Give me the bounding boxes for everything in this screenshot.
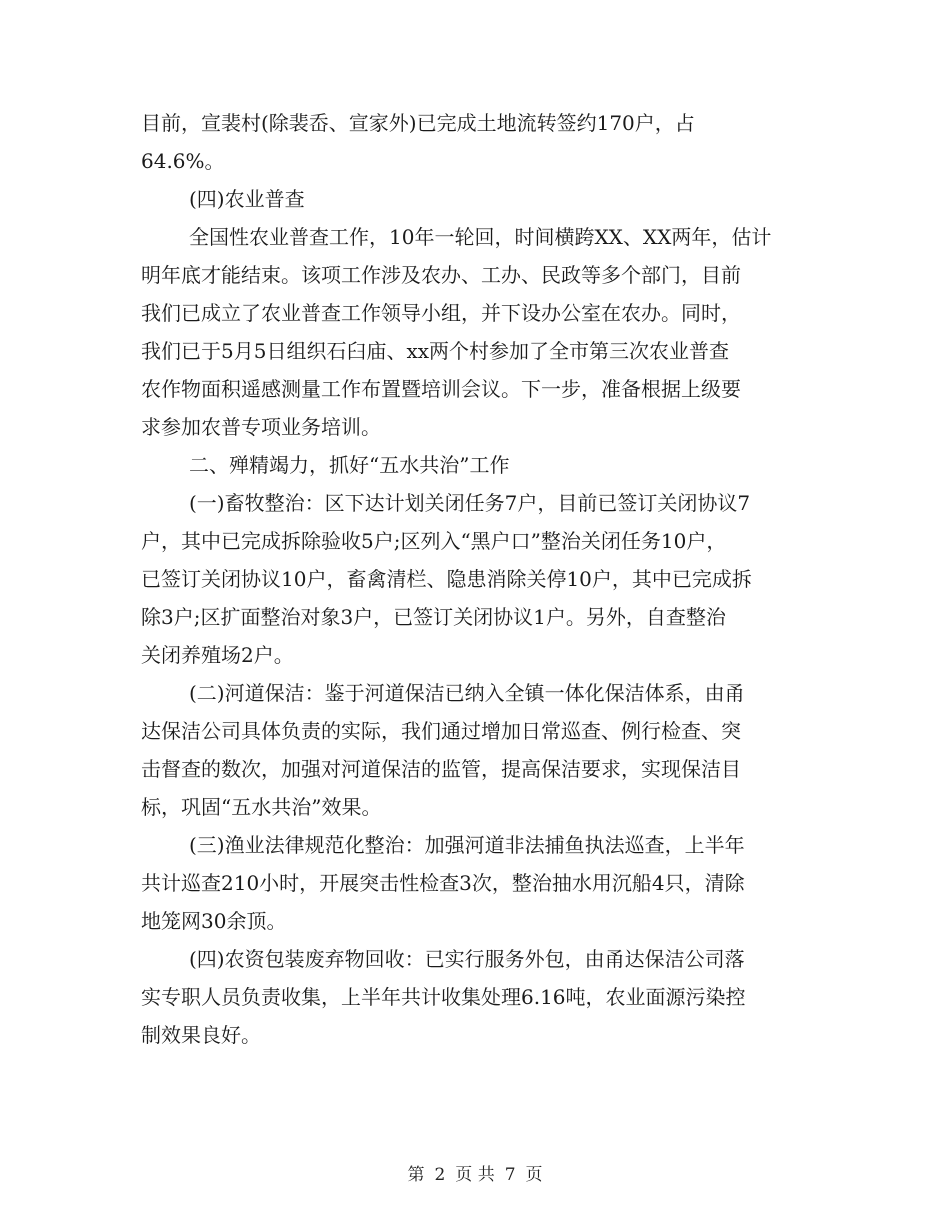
text-line: 农作物面积遥感测量工作布置暨培训会议。下一步，准备根据上级要 <box>141 377 741 401</box>
document-body <box>141 104 811 1054</box>
text-line: 我们已于5月5日组织石臼庙、xx两个村参加了全市第三次农业普查 <box>141 339 730 363</box>
text-line: 实专职人员负责收集，上半年共计收集处理6.16吨，农业面源污染控 <box>141 985 746 1009</box>
text-line: 我们已成立了农业普查工作领导小组，并下设办公室在农办。同时， <box>141 301 741 325</box>
text-line: 达保洁公司具体负责的实际，我们通过增加日常巡查、例行检查、突 <box>141 719 741 743</box>
text-line: 64.6%。 <box>141 149 225 173</box>
text-line: 共计巡查210小时，开展突击性检查3次，整治抽水用沉船4只，清除 <box>141 871 745 895</box>
text-line: 地笼网30余顶。 <box>141 909 287 933</box>
footer-middle: 页 共 <box>455 1165 495 1185</box>
text-line: (四)农资包装废弃物回收：已实行服务外包，由甬达保洁公司落 <box>189 947 745 971</box>
text-line: 制效果良好。 <box>141 1023 261 1047</box>
page-footer <box>0 1160 950 1185</box>
text-line: 除3户;区扩面整治对象3户，已签订关闭协议1户。另外，自查整治 <box>141 605 726 629</box>
text-line: (三)渔业法律规范化整治：加强河道非法捕鱼执法巡查，上半年 <box>189 833 745 857</box>
text-line: 二、殚精竭力，抓好“五水共治”工作 <box>189 453 510 477</box>
text-line: 户，其中已完成拆除验收5户;区列入“黑户口”整治关闭任务10户， <box>141 529 727 553</box>
text-line: 关闭养殖场2户。 <box>141 643 294 667</box>
text-line: 求参加农普专项业务培训。 <box>141 415 381 439</box>
text-line: 击督查的数次，加强对河道保洁的监管，提高保洁要求，实现保洁目 <box>141 757 741 781</box>
total-pages-number: 7 <box>504 1165 516 1185</box>
footer-prefix: 第 <box>407 1165 425 1185</box>
text-line: (二)河道保洁：鉴于河道保洁已纳入全镇一体化保洁体系，由甬 <box>189 681 745 705</box>
text-line: 已签订关闭协议10户，畜禽清栏、隐患消除关停10户，其中已完成拆 <box>141 567 752 591</box>
text-line: (一)畜牧整治：区下达计划关闭任务7户，目前已签订关闭协议7 <box>189 491 751 515</box>
text-line: 标，巩固“五水共治”效果。 <box>141 795 382 819</box>
text-line: 全国性农业普查工作，10年一轮回，时间横跨XX、XX两年，估计 <box>189 225 772 249</box>
text-line: 目前，宣裴村(除裴岙、宣家外)已完成土地流转签约170户，占 <box>141 111 695 135</box>
current-page-number: 2 <box>434 1165 446 1185</box>
text-line: 明年底才能结束。该项工作涉及农办、工办、民政等多个部门，目前 <box>141 263 741 287</box>
text-line: (四)农业普查 <box>189 187 305 211</box>
footer-suffix: 页 <box>525 1165 543 1185</box>
